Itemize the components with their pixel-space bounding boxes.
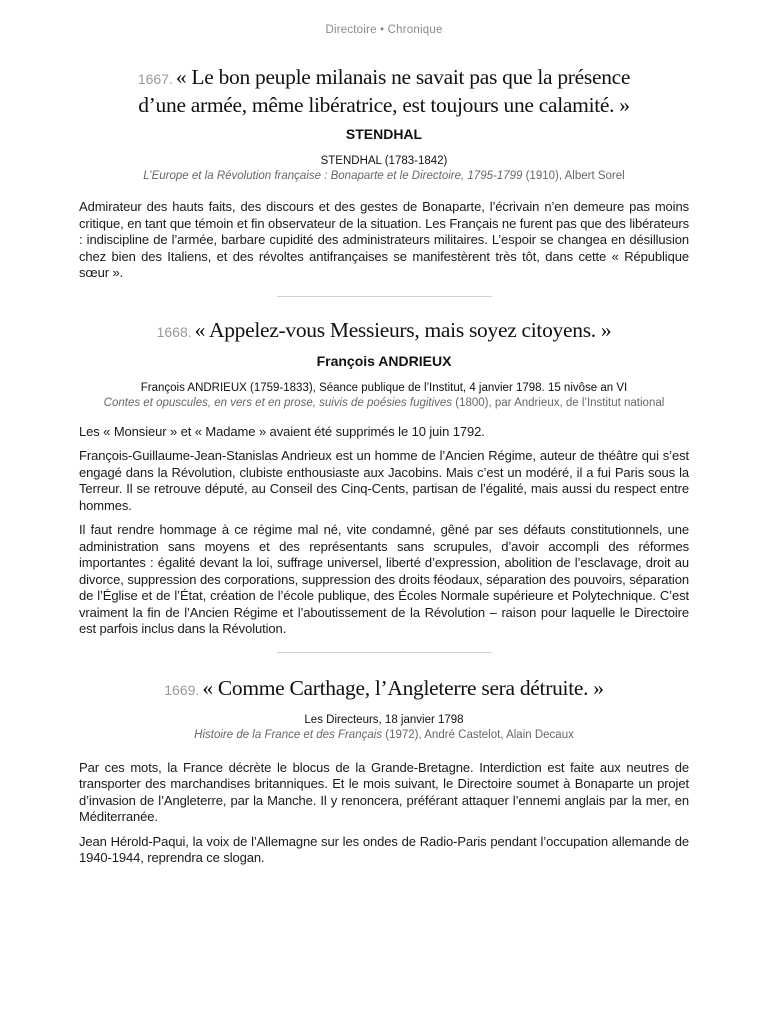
quote-line: « Appelez-vous Messieurs, mais soyez citoyens. » [194,317,612,342]
entry-number: 1667. [137,71,173,87]
entry-1668 [79,317,689,411]
entry-1667 [79,64,689,184]
work-details: (1910), Albert Sorel [522,170,625,182]
separator [277,652,492,653]
source-work [79,728,689,743]
quote [79,675,689,703]
paragraph: Jean Hérold-Paqui, la voix de l’Allemagne sur les ondes de Radio-Paris pendant l’occupation allemande de 1940-1944, reprendra ce slogan. [79,833,689,865]
paragraph: Par ces mots, la France décrète le blocus de la Grande-Bretagne. Interdiction est faite aux neutres de transporter des marchandises britanniques. Et le mois suivant, le Directoire soumet à Bonaparte un projet d’invasion de l’Angleterre, par la Manche. Il y renoncera, préférant attaquer l’ennemi anglais par la mer, en Méditerranée. [79,759,689,824]
author-name: François ANDRIEUX [316,352,452,369]
author-name: STENDHAL [345,126,423,142]
quote [79,64,689,118]
source-line: François ANDRIEUX (1759-1833), Séance publique de l’Institut, 4 janvier 1798. 15 nivôse an VI [140,381,628,394]
entry-number: 1669. [164,681,200,698]
paragraph: Il faut rendre hommage à ce régime mal né, vite condamné, gêné par ses défauts constitutionnels, une administration sans moyens et des représentants sans scrupules, d’avoir accompli des réformes importantes : égalité devant la loi, suffrage universel, liberté d’expression, abolition de l’esclavage, droit au divorce, suppression des corporations, suppression des droits féodaux, séparation des pouvoirs, séparation de l’Église et de l’État, création de l’école publique, des Écoles Normale supérieure et Polytechnique. C’est vraiment la fin de l’Ancien Régime et l’aboutissement de la Révolution – raison pour laquelle le Directoire est parfois inclus dans la Révolution. [79,522,689,636]
quote-line: d’une armée, même libératrice, est toujours une calamité. » [138,93,630,117]
separator [277,296,492,297]
source-work [79,169,689,184]
work-details: (1972), André Castelot, Alain Decaux [382,728,574,741]
paragraph: François-Guillaume-Jean-Stanislas Andrieux est un homme de l’Ancien Régime, auteur de théâtre qui s’est engagé dans la Révolution, clubiste enthousiaste aux Jacobins. Mais c’est un modéré, il a fui Paris sous la Terreur. Il se retrouve député, au Conseil des Cinq-Cents, partisan de l’égalité, mais aussi du respect entre hommes. [79,448,689,513]
paragraph: Admirateur des hauts faits, des discours et des gestes de Bonaparte, l’écrivain n’en demeure pas moins critique, en tant que témoin et fin observateur de la situation. Les Français ne furent pas que des libérateurs : indiscipline de l’armée, barbare cupidité des administrateurs militaires. L’espoir se changea en désillusion chez bien des Italiens, et des révoltes antifrançaises se manifestèrent très tôt, dans cette « République sœur ». [79,199,689,280]
source-work [79,396,689,411]
quote-line: « Comme Carthage, l’Angleterre sera détruite. » [202,675,604,700]
work-title: Contes et opuscules, en vers et en prose, suivis de poésies fugitives [103,396,453,409]
work-details: (1800), par Andrieux, de l’Institut national [452,396,665,409]
source-line: STENDHAL (1783-1842) [320,155,448,167]
paragraph: Les « Monsieur » et « Madame » avaient été supprimés le 10 juin 1792. [79,423,485,439]
source-line: Les Directeurs, 18 janvier 1798 [304,713,464,726]
entry-number: 1668. [156,323,192,340]
page-content [79,64,689,875]
running-head: Directoire • Chronique [325,24,443,36]
quote [79,317,689,345]
work-title: Histoire de la France et des Français [194,728,383,741]
quote-line: « Le bon peuple milanais ne savait pas que la présence [175,65,631,89]
entry-1669 [79,675,689,743]
work-title: L’Europe et la Révolution française : Bonaparte et le Directoire, 1795-1799 [143,170,523,182]
